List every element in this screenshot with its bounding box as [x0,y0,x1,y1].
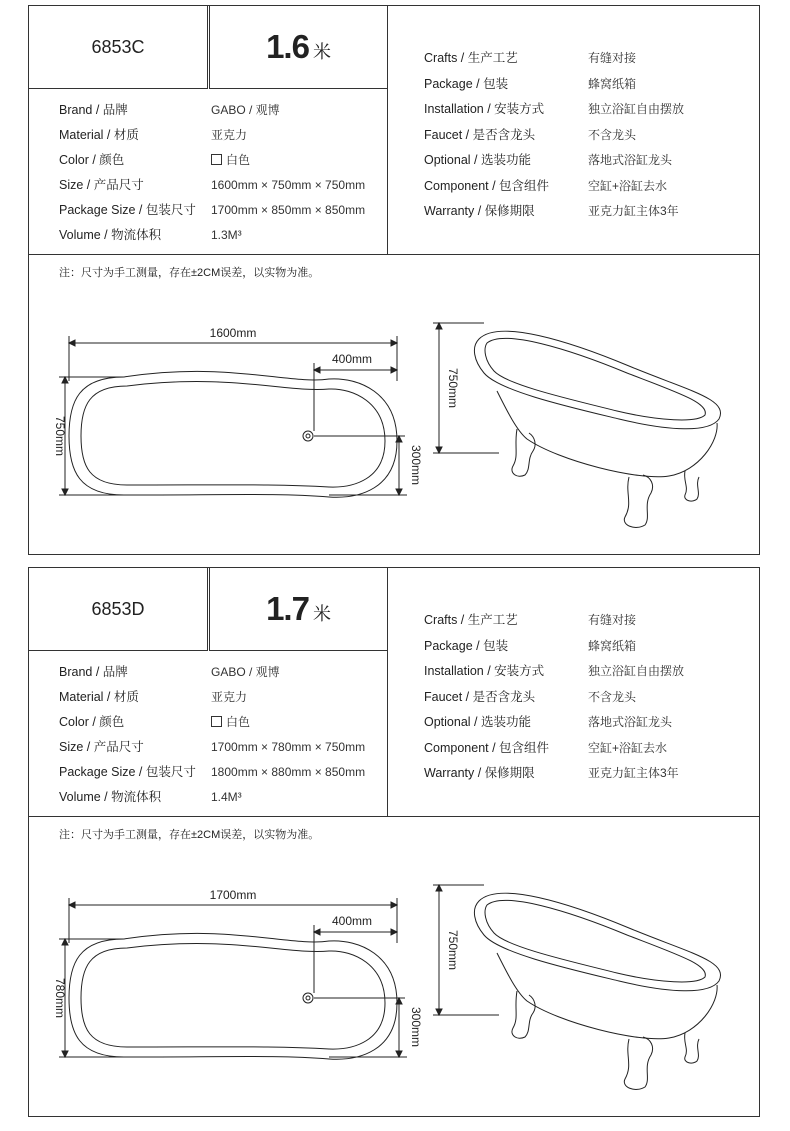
spec-section: 6853C 1.6 米 Brand / 品牌 GABO / 观博 Material / 材质 亚克力 Color / 颜色 白色 Size / 产品尺寸 1600mm × 750mm × 750mm Package Size / 包装尺寸 1700mm × 850mm × 850mm Volume / 物流体积 1.3M³ Crafts / 生产工艺 有缝对接 Package / 包装 蜂窝纸箱 Installation / 安装方式 独立浴缸自由摆放 Faucet / 是否含龙头 不含龙头 Optional / 选装功能 落地式浴缸龙头 Component / 包含组件 空缸+浴缸去水 Warranty / 保修期限 亚克力缸主体3年 [29,6,759,255]
dim-width-label: 780mm [53,977,67,1019]
drain-icon [303,431,313,441]
spec-section: 6853D 1.7 米 Brand / 品牌 GABO / 观博 Material / 材质 亚克力 Color / 颜色 白色 Size / 产品尺寸 1700mm × 780mm × 750mm Package Size / 包装尺寸 1800mm × 880mm × 850mm Volume / 物流体积 1.4M³ Crafts / 生产工艺 有缝对接 Package / 包装 蜂窝纸箱 Installation / 安装方式 独立浴缸自由摆放 Faucet / 是否含龙头 不含龙头 Optional / 选装功能 落地式浴缸龙头 Component / 包含组件 空缸+浴缸去水 Warranty / 保修期限 亚克力缸主体3年 [29,568,759,817]
bathtub-dimension-diagram [29,281,759,553]
color-swatch-icon [211,716,222,727]
tub-leg-icon [624,475,652,527]
tub-leg-icon [624,1037,652,1089]
size-value: 1.7 [266,590,309,627]
dim-length-label: 1700mm [209,888,257,902]
bathtub-dimension-diagram [29,843,759,1115]
size-unit: 米 [312,42,331,62]
dim-length-label: 1600mm [209,326,257,340]
drain-icon [303,993,313,1003]
model-number: 6853D [29,568,208,651]
tub-leg-icon [685,471,699,501]
dim-drain-offset-label: 400mm [331,914,373,928]
dim-height-label: 750mm [446,929,460,971]
dim-height-label: 750mm [446,367,460,409]
tub-side-view-outline [474,893,720,991]
dim-drain-offset-label: 400mm [331,352,373,366]
color-swatch-icon [211,154,222,165]
tub-top-view-outline [69,371,397,497]
size-badge [209,6,388,89]
dim-drain-side-label: 300mm [409,444,423,486]
tub-side-view-outline [474,331,720,429]
tub-top-view-inner [81,944,385,1050]
size-unit: 米 [312,604,331,624]
size-badge [209,568,388,651]
size-value: 1.6 [266,28,309,65]
product-card-6853d [28,567,760,1117]
column-divider [387,6,388,254]
dim-drain-side-label: 300mm [409,1006,423,1048]
product-card-6853c [28,5,760,555]
tub-top-view-outline [69,933,397,1059]
column-divider [387,568,388,816]
tub-top-view-inner [81,382,385,488]
tub-leg-icon [685,1033,699,1063]
measurement-note: 注：尺寸为手工测量，存在±2CM误差，以实物为准。 [59,829,320,841]
measurement-note: 注：尺寸为手工测量，存在±2CM误差，以实物为准。 [59,267,320,279]
model-number: 6853C [29,6,208,89]
dim-width-label: 750mm [53,415,67,457]
